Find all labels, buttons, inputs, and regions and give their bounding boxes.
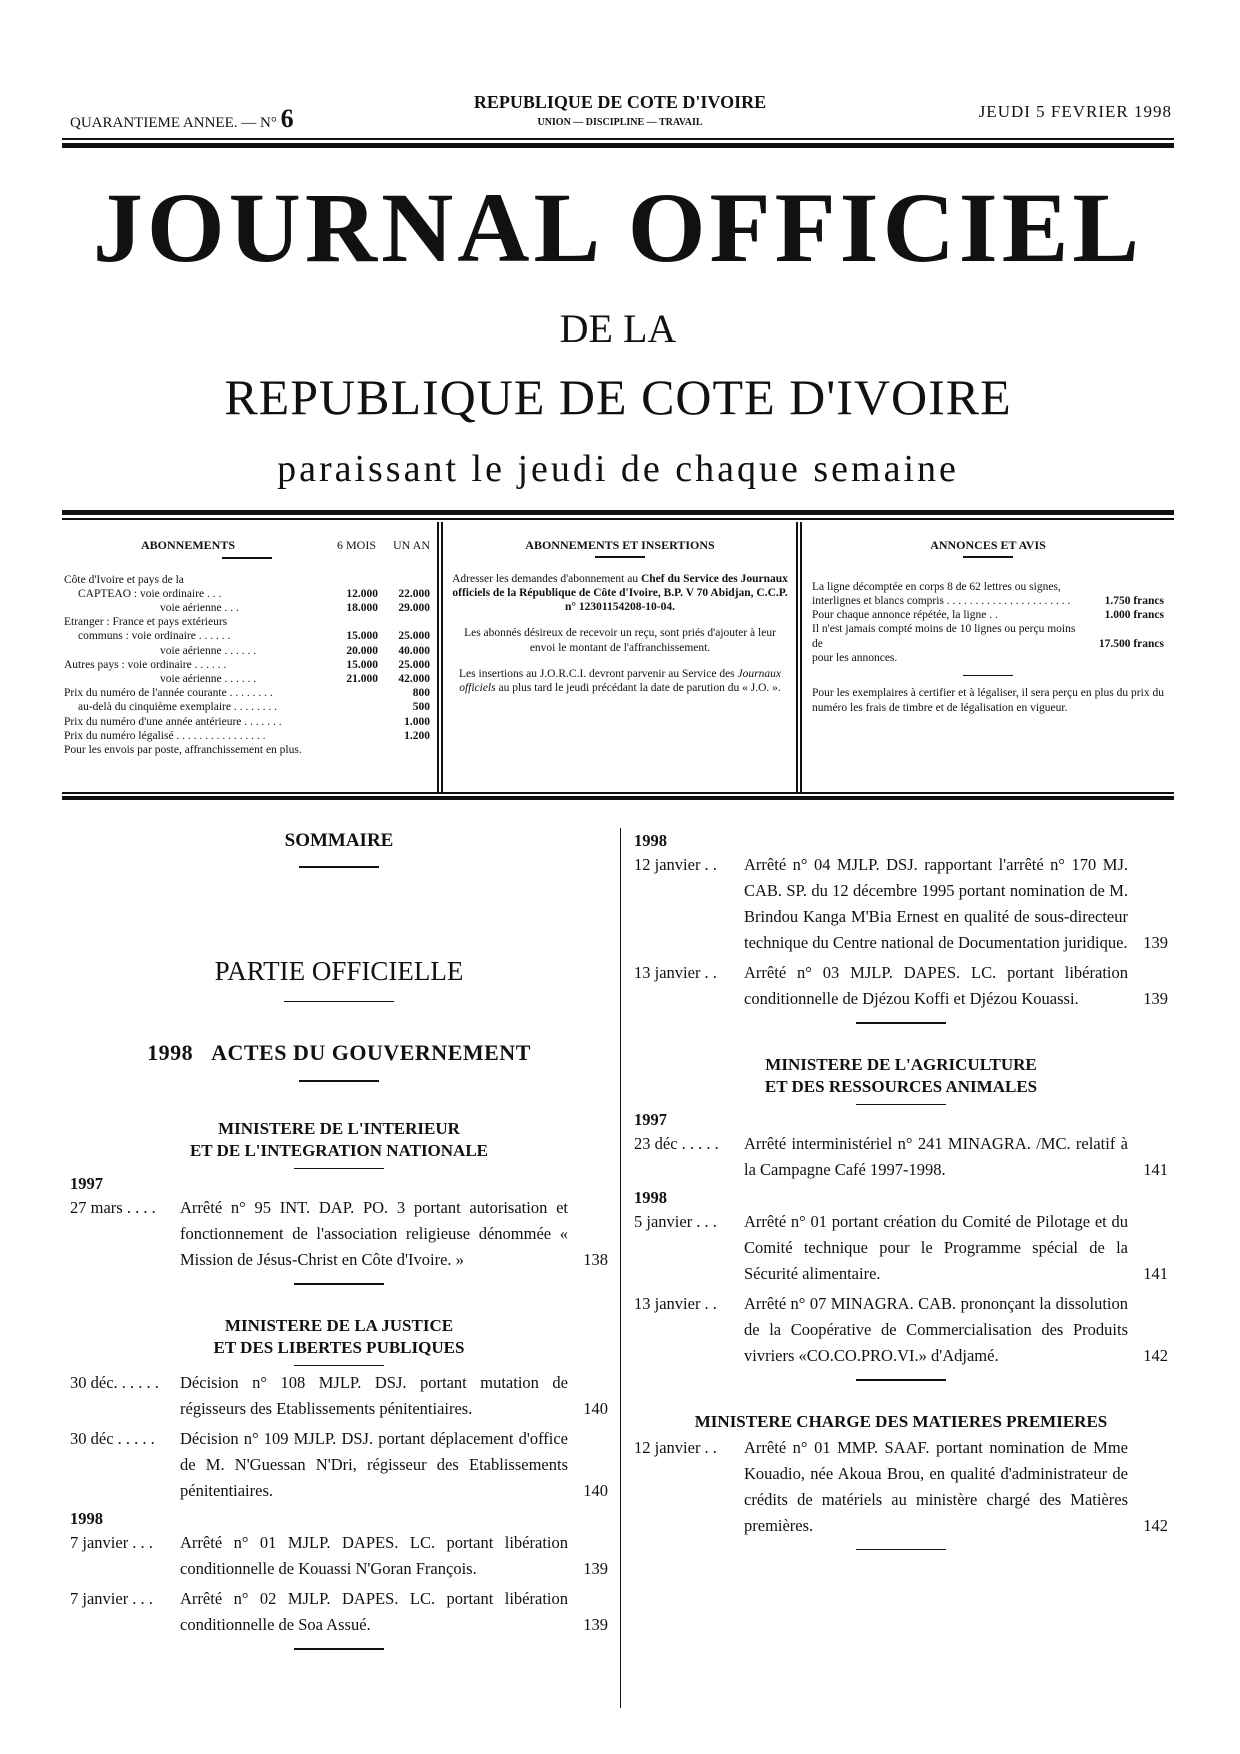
rate-un-an: 29.000 <box>398 601 430 614</box>
divider <box>595 556 645 558</box>
rate-6-mois <box>326 729 378 743</box>
ministry-heading <box>70 1118 608 1162</box>
insertions-heading: ABONNEMENTS ET INSERTIONS <box>525 538 715 552</box>
column-divider <box>800 522 802 792</box>
rate-un-an <box>378 615 430 629</box>
entry-date: 12 janvier . . <box>634 855 717 874</box>
partie-title: PARTIE OFFICIELLE <box>214 955 464 986</box>
entry-text: Décision n° 109 MJLP. DSJ. portant déplacement d'office de M. N'Guessan N'Dri, régisseur des Etablissements pénitentiaires. <box>180 1429 568 1500</box>
divider <box>62 138 1174 140</box>
sommaire-right-list <box>634 830 1168 1550</box>
column-divider <box>441 522 443 792</box>
sommaire-entry <box>634 1131 1168 1183</box>
rate-row <box>64 672 430 686</box>
entry-text: Arrêté n° 95 INT. DAP. PO. 3 portant autorisation et fonctionnement de l'association religieuse dénommée « Mission de Jésus-Christ en Côte d'Ivoire. » <box>180 1198 568 1269</box>
rate-row <box>64 615 430 629</box>
rate-row <box>64 729 430 743</box>
rate-6-mois <box>326 573 378 587</box>
divider <box>62 510 1174 515</box>
rate-row <box>64 700 430 714</box>
rate-label: Etranger : France et pays extérieurs <box>64 616 228 629</box>
entry-text: Décision n° 108 MJLP. DSJ. portant mutation de régisseurs des Etablissements pénitentiaires. <box>180 1373 568 1418</box>
country-header <box>400 92 840 128</box>
ministry-heading <box>634 1411 1168 1433</box>
entry-date: 27 mars . . . . <box>70 1198 156 1217</box>
divider <box>963 556 1013 558</box>
divider <box>294 1168 384 1170</box>
rate-row <box>64 587 430 601</box>
divider <box>963 675 1013 677</box>
column-divider <box>620 828 621 1708</box>
sommaire-entry <box>634 1435 1168 1539</box>
sommaire-entry <box>70 1530 608 1582</box>
sommaire-title: SOMMAIRE <box>284 830 394 851</box>
annonce-rate-row <box>812 622 1164 650</box>
entry-date: 30 déc. . . . . . <box>70 1373 159 1392</box>
entry-text: Arrêté n° 01 MJLP. DAPES. LC. portant libération conditionnelle de Kouassi N'Goran François. <box>180 1533 568 1578</box>
sommaire-right-column <box>634 830 1168 1550</box>
entry-page: 139 <box>583 1559 608 1578</box>
rate-un-an: 25.000 <box>398 630 430 643</box>
divider <box>856 1104 946 1106</box>
rate-label: Pour les envois par poste, affranchissement en plus. <box>64 743 302 756</box>
annonce-rate-label: La ligne décomptée en corps 8 de 62 lettres ou signes, interlignes et blancs compris . . . . . . . . . . . . . . . . . . . . . . <box>812 580 1071 607</box>
insertions-note <box>452 667 788 695</box>
sommaire-entry <box>70 1370 608 1422</box>
entry-date: 13 janvier . . <box>634 963 717 982</box>
divider <box>222 557 272 559</box>
sommaire-left-list <box>70 1118 608 1650</box>
divider <box>856 1022 946 1024</box>
col-6-mois: 6 MOIS <box>336 538 376 552</box>
rate-6-mois: 12.000 <box>346 587 378 600</box>
insertions-note-end: au plus tard le jeudi précédant la date de parution du « J.O. ». <box>495 681 781 694</box>
rate-label: voie aérienne . . . <box>160 601 239 614</box>
rate-label: Prix du numéro d'une année antérieure . . . . . . . <box>64 715 282 728</box>
annonce-rate-note: pour les annonces. <box>812 651 898 664</box>
country-name: REPUBLIQUE DE COTE D'IVOIRE <box>473 92 767 112</box>
divider <box>284 1001 394 1003</box>
rate-label: communs : voie ordinaire . . . . . . <box>78 630 231 643</box>
entry-page: 140 <box>583 1399 608 1418</box>
divider <box>62 518 1174 520</box>
rate-row <box>64 743 430 757</box>
rate-un-an: 25.000 <box>398 658 430 671</box>
sommaire-entry <box>634 852 1168 956</box>
actes-heading <box>70 1040 608 1066</box>
actes-title: ACTES DU GOUVERNEMENT <box>211 1040 531 1065</box>
rate-row <box>64 715 430 729</box>
year-label: 1998 <box>634 1188 667 1207</box>
issue-number: 6 <box>280 104 294 133</box>
rate-un-an: 800 <box>412 687 430 700</box>
divider <box>294 1283 384 1285</box>
entry-page: 140 <box>583 1481 608 1500</box>
entry-page: 141 <box>1143 1264 1168 1283</box>
entry-page: 139 <box>1143 933 1168 952</box>
rate-label: voie aérienne . . . . . . <box>160 672 257 685</box>
rate-row <box>64 644 430 658</box>
entry-page: 142 <box>1143 1515 1168 1535</box>
entry-date: 13 janvier . . <box>634 1294 717 1313</box>
rate-label: CAPTEAO : voie ordinaire . . . <box>78 587 222 600</box>
year-label: 1998 <box>634 831 667 850</box>
legalisation-note: Pour les exemplaires à certifier et à légaliser, il sera perçu en plus du prix du numéro les frais de timbre et de légalisation en vigueur. <box>812 687 1164 714</box>
masthead-line-1: DE LA <box>559 306 677 351</box>
rate-row <box>64 601 430 615</box>
divider <box>856 1379 946 1381</box>
sommaire-entry <box>634 960 1168 1012</box>
entry-page: 142 <box>1143 1346 1168 1365</box>
rate-6-mois: 18.000 <box>346 601 378 614</box>
divider <box>62 792 1174 794</box>
year-label: QUARANTIEME ANNEE. — N° <box>70 115 277 131</box>
rate-label: Prix du numéro légalisé . . . . . . . . . . . . . . . . <box>64 729 266 742</box>
entry-text: Arrêté n° 02 MJLP. DAPES. LC. portant libération conditionnelle de Soa Assué. <box>180 1589 568 1634</box>
entry-date: 23 déc . . . . . <box>634 1134 719 1153</box>
national-motto: UNION — DISCIPLINE — TRAVAIL <box>537 117 703 128</box>
rate-row <box>64 658 430 672</box>
rate-un-an <box>378 573 430 587</box>
ministry-heading <box>70 1315 608 1359</box>
ministry-line: MINISTERE DE L'AGRICULTURE <box>765 1054 1037 1074</box>
actes-year: 1998 <box>147 1040 194 1065</box>
rate-un-an: 22.000 <box>398 587 430 600</box>
rate-6-mois <box>326 686 378 700</box>
entry-text: Arrêté interministériel n° 241 MINAGRA. /MC. relatif à la Campagne Café 1997-1998. <box>744 1134 1128 1179</box>
abonnements-heading: ABONNEMENTS <box>140 538 235 552</box>
column-divider <box>796 522 798 792</box>
entry-text: Arrêté n° 04 MJLP. DSJ. rapportant l'arrêté n° 170 MJ. CAB. SP. du 12 décembre 1995 portant nomination de M. Brindou Kanga M'Bia Ernest en qualité de sous-directeur technique du Centre national de Documentation juridique. <box>744 855 1128 952</box>
divider <box>62 796 1174 800</box>
divider <box>856 1549 946 1551</box>
entry-date: 30 déc . . . . . <box>70 1429 155 1448</box>
rate-un-an <box>378 743 430 757</box>
sommaire-entry <box>70 1195 608 1273</box>
address-intro: Adresser les demandes d'abonnement au <box>452 572 641 585</box>
annonce-rate-price: 1.750 francs <box>1104 594 1164 607</box>
rate-6-mois: 20.000 <box>346 644 378 657</box>
insertions-address <box>452 572 788 615</box>
ministry-line: MINISTERE CHARGE DES MATIERES PREMIERES <box>694 1411 1108 1431</box>
rate-label: Côte d'Ivoire et pays de la <box>64 573 184 586</box>
rate-un-an: 1.200 <box>404 729 430 742</box>
rate-6-mois <box>326 615 378 629</box>
masthead-tagline: paraissant le jeudi de chaque semaine <box>277 448 959 490</box>
rate-un-an: 42.000 <box>398 672 430 685</box>
sommaire-entry <box>634 1209 1168 1287</box>
col-un-an: UN AN <box>392 538 430 552</box>
annonce-rate-label: Pour chaque annonce répétée, la ligne . . <box>812 609 998 622</box>
rate-row <box>64 686 430 700</box>
abonnements-rates <box>64 573 430 758</box>
entry-date: 5 janvier . . . <box>634 1212 717 1231</box>
annonce-rate-price: 1.000 francs <box>1104 609 1164 622</box>
annonce-rate-row <box>812 608 1164 622</box>
journal-title: JOURNAL OFFICIEL <box>92 172 1144 283</box>
annonce-rate-label: Il n'est jamais compté moins de 10 lignes ou perçu moins de <box>812 623 1076 650</box>
insertions-note-italic: Journaux officiels <box>459 667 781 694</box>
receipt-note: Les abonnés désireux de recevoir un reçu, sont priés d'ajouter à leur envoi le montant de l'affranchissement. <box>464 627 776 654</box>
rate-un-an: 1.000 <box>404 715 430 728</box>
ministry-line: MINISTERE DE LA JUSTICE <box>224 1315 454 1335</box>
entry-page: 138 <box>583 1250 608 1269</box>
insertions-box <box>452 538 788 695</box>
ministry-line: ET DES RESSOURCES ANIMALES <box>764 1076 1038 1096</box>
entry-page: 141 <box>1143 1160 1168 1179</box>
rate-6-mois <box>326 743 378 757</box>
ministry-heading <box>634 1054 1168 1098</box>
rate-6-mois <box>326 715 378 729</box>
rate-6-mois: 15.000 <box>346 630 378 643</box>
year-label: 1998 <box>70 1509 103 1528</box>
rate-un-an: 40.000 <box>398 644 430 657</box>
masthead-line-2: REPUBLIQUE DE COTE D'IVOIRE <box>224 369 1012 425</box>
rate-label: au-delà du cinquième exemplaire . . . . . . . . <box>78 701 277 714</box>
ministry-line: MINISTERE DE L'INTERIEUR <box>218 1118 460 1138</box>
sommaire-entry <box>634 1291 1168 1369</box>
entry-text: Arrêté n° 01 MMP. SAAF. portant nomination de Mme Kouadio, née Akoua Brou, en qualité d'administrateur de crédits de matériels au ministère chargé des Matières premières. <box>744 1437 1128 1535</box>
entry-text: Arrêté n° 01 portant création du Comité de Pilotage et du Comité technique pour le Programme spécial de la Sécurité alimentaire. <box>744 1212 1128 1283</box>
divider <box>294 1648 384 1650</box>
issue-label <box>70 104 294 134</box>
rate-un-an: 500 <box>412 701 430 714</box>
entry-date: 7 janvier . . . <box>70 1589 153 1608</box>
rate-6-mois <box>326 700 378 714</box>
rate-6-mois: 21.000 <box>346 672 378 685</box>
divider <box>62 143 1174 148</box>
address-details: Chef du Service des Journaux officiels de la République de Côte d'Ivoire, B.P. V 70 Abidjan, C.C.P. n° 12301154208-10-04. <box>452 572 788 614</box>
entry-date: 7 janvier . . . <box>70 1533 153 1552</box>
annonces-box <box>812 538 1164 715</box>
rate-row <box>64 629 430 643</box>
rate-label: Autres pays : voie ordinaire . . . . . . <box>64 658 227 671</box>
ministry-line: ET DE L'INTEGRATION NATIONALE <box>189 1140 489 1160</box>
ministry-line: ET DES LIBERTES PUBLIQUES <box>213 1337 465 1357</box>
annonce-rate-row <box>812 580 1164 608</box>
rate-label: Prix du numéro de l'année courante . . . . . . . . <box>64 687 273 700</box>
rate-6-mois: 15.000 <box>346 658 378 671</box>
entry-text: Arrêté n° 03 MJLP. DAPES. LC. portant libération conditionnelle de Djézou Koffi et Djézou Kouassi. <box>744 963 1128 1008</box>
entry-text: Arrêté n° 07 MINAGRA. CAB. prononçant la dissolution de la Coopérative de Commercialisation des Produits vivriers «CO.CO.PRO.VI.» d'Adjamé. <box>744 1294 1128 1365</box>
entry-page: 139 <box>583 1615 608 1634</box>
insertions-note-start: Les insertions au J.O.R.C.I. devront parvenir au Service des <box>459 667 738 680</box>
divider <box>299 1080 379 1082</box>
sommaire-left-column <box>70 830 608 1650</box>
annonces-heading: ANNONCES ET AVIS <box>930 538 1046 552</box>
rate-label: voie aérienne . . . . . . <box>160 644 257 657</box>
rate-row <box>64 573 430 587</box>
abonnements-box <box>64 538 430 757</box>
year-label: 1997 <box>634 1110 667 1129</box>
entry-date: 12 janvier . . <box>634 1437 717 1457</box>
annonce-rate-price: 17.500 francs <box>1098 637 1164 650</box>
entry-page: 139 <box>1143 989 1168 1008</box>
divider <box>294 1365 384 1367</box>
sommaire-entry <box>70 1586 608 1638</box>
issue-date: JEUDI 5 FEVRIER 1998 <box>978 102 1172 121</box>
divider <box>299 866 379 868</box>
column-divider <box>437 522 439 792</box>
year-label: 1997 <box>70 1174 103 1193</box>
sommaire-entry <box>70 1426 608 1504</box>
